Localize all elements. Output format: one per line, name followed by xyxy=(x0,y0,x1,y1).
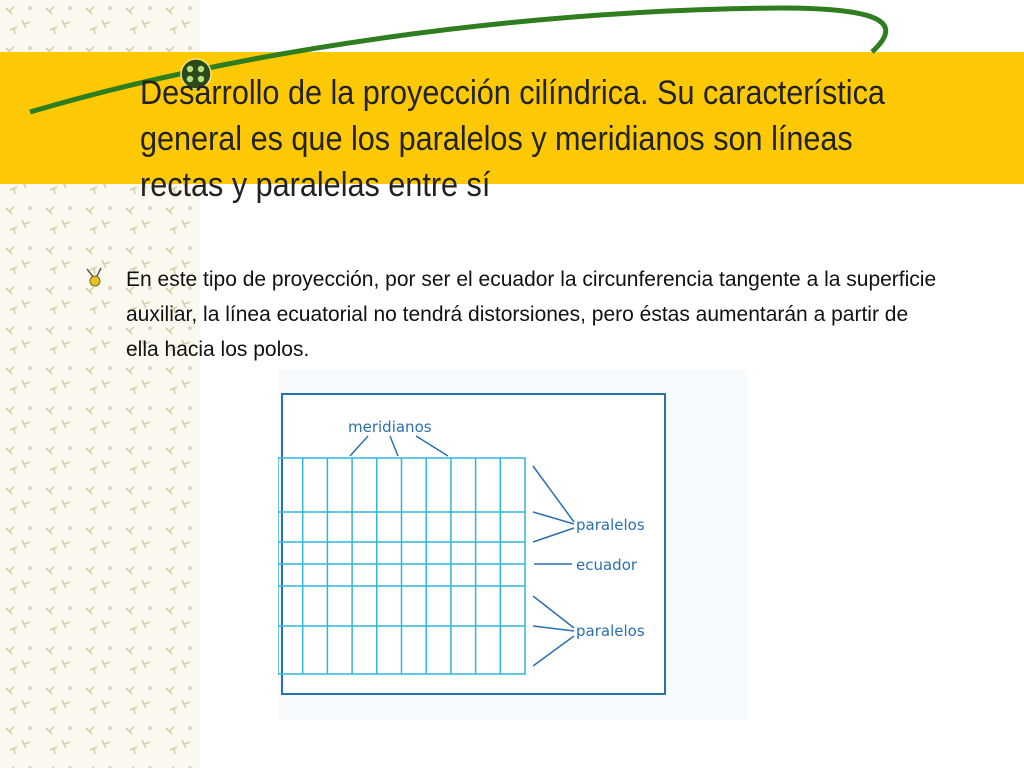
label-paralelos-bottom: paralelos xyxy=(576,622,645,640)
slide-title: Desarrollo de la proyección cilíndrica. Su característica general es que los paralelos y meridianos son líneas rectas y paralelas entre sí xyxy=(140,74,885,204)
cylindrical-projection-figure xyxy=(278,370,748,720)
label-meridianos: meridianos xyxy=(348,418,432,436)
bullet-text: En este tipo de proyección, por ser el ecuador la circunferencia tangente a la superficie auxiliar, la línea ecuatorial no tendrá distorsiones, pero éstas aumentarán a partir de ella hacia los polos. xyxy=(126,268,937,361)
bullet-icon xyxy=(84,266,106,288)
label-ecuador: ecuador xyxy=(576,556,638,574)
label-paralelos-top: paralelos xyxy=(576,516,645,534)
figure-frame xyxy=(282,394,665,694)
